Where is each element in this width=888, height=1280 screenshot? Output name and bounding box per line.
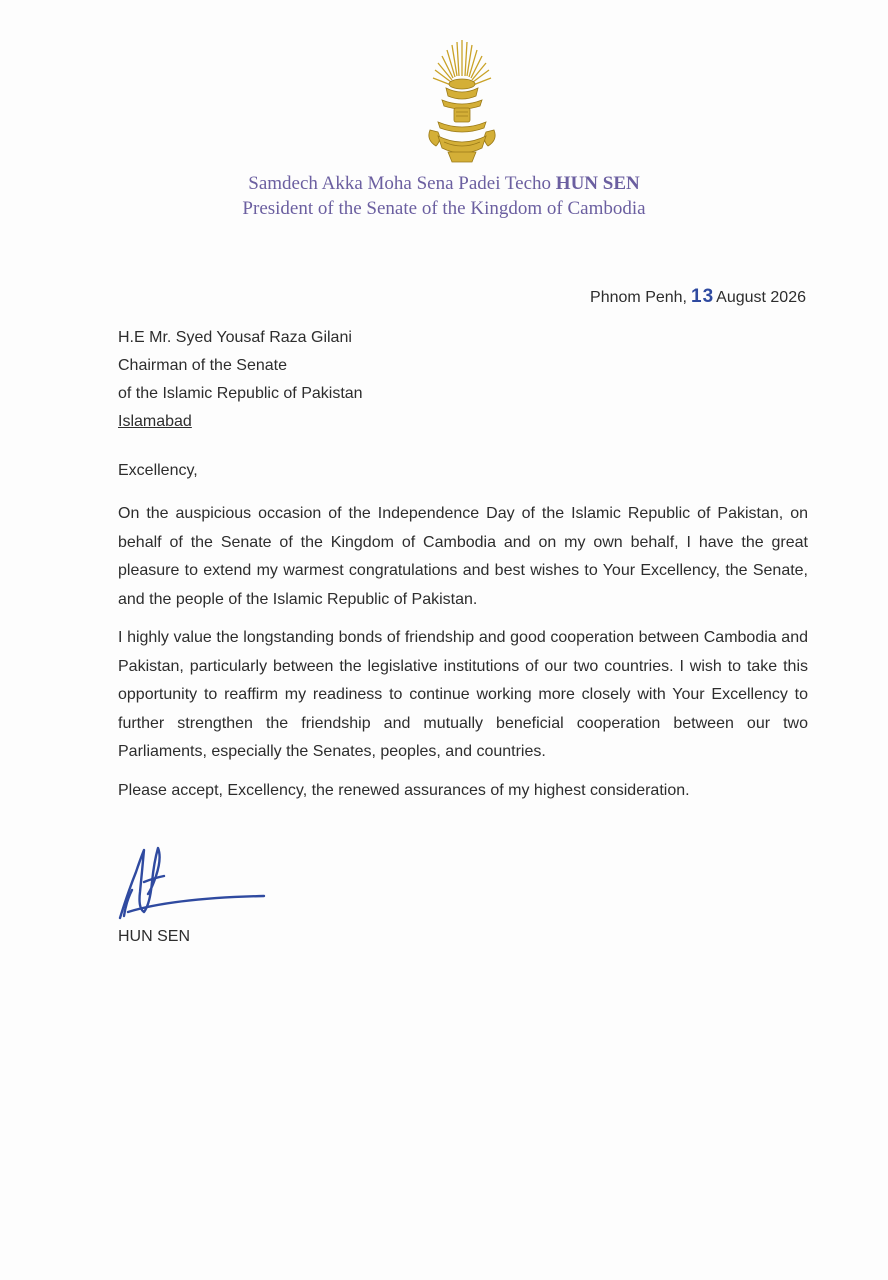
body-paragraph-3: Please accept, Excellency, the renewed assurances of my highest consideration. (118, 781, 690, 799)
letterhead-line-2: President of the Senate of the Kingdom of Cambodia (242, 198, 646, 219)
recipient-country: of the Islamic Republic of Pakistan (118, 385, 363, 402)
letterhead-name: HUN SEN (555, 173, 640, 194)
letter-body (118, 500, 808, 815)
letterhead (0, 172, 888, 221)
date-month-year: August 2026 (716, 289, 806, 306)
date-day-handwritten: 13 (691, 286, 715, 307)
body-paragraph-2: I highly value the longstanding bonds of friendship and good cooperation between Cambodia and Pakistan, particularly between the legislative institutions of our two countries. I wish to take this opportunity to reaffirm my readiness to continue working more closely with Your Excellency to further strengthen the friendship and mutually beneficial cooperation between our two Parliaments, especially the Senates, peoples, and countries. (118, 629, 808, 760)
body-paragraph-1: On the auspicious occasion of the Independence Day of the Islamic Republic of Pakistan, on behalf of the Senate of the Kingdom of Cambodia and on my own behalf, I have the great pleasure to extend my warmest congratulations and best wishes to Your Excellency, the Senate, and the people of the Islamic Republic of Pakistan. (118, 505, 808, 608)
salutation: Excellency, (118, 462, 198, 479)
letterhead-title: Samdech Akka Moha Sena Padei Techo (248, 173, 556, 194)
recipient-address (118, 324, 363, 436)
letterhead-line-1 (0, 172, 888, 196)
date-place: Phnom Penh, (590, 289, 687, 306)
signature-icon (114, 842, 274, 922)
recipient-title: Chairman of the Senate (118, 357, 287, 374)
signer-name: HUN SEN (118, 928, 191, 945)
senate-emblem-icon (424, 36, 500, 166)
recipient-city: Islamabad (118, 413, 192, 430)
date-line (590, 286, 806, 308)
recipient-name: H.E Mr. Syed Yousaf Raza Gilani (118, 329, 352, 346)
